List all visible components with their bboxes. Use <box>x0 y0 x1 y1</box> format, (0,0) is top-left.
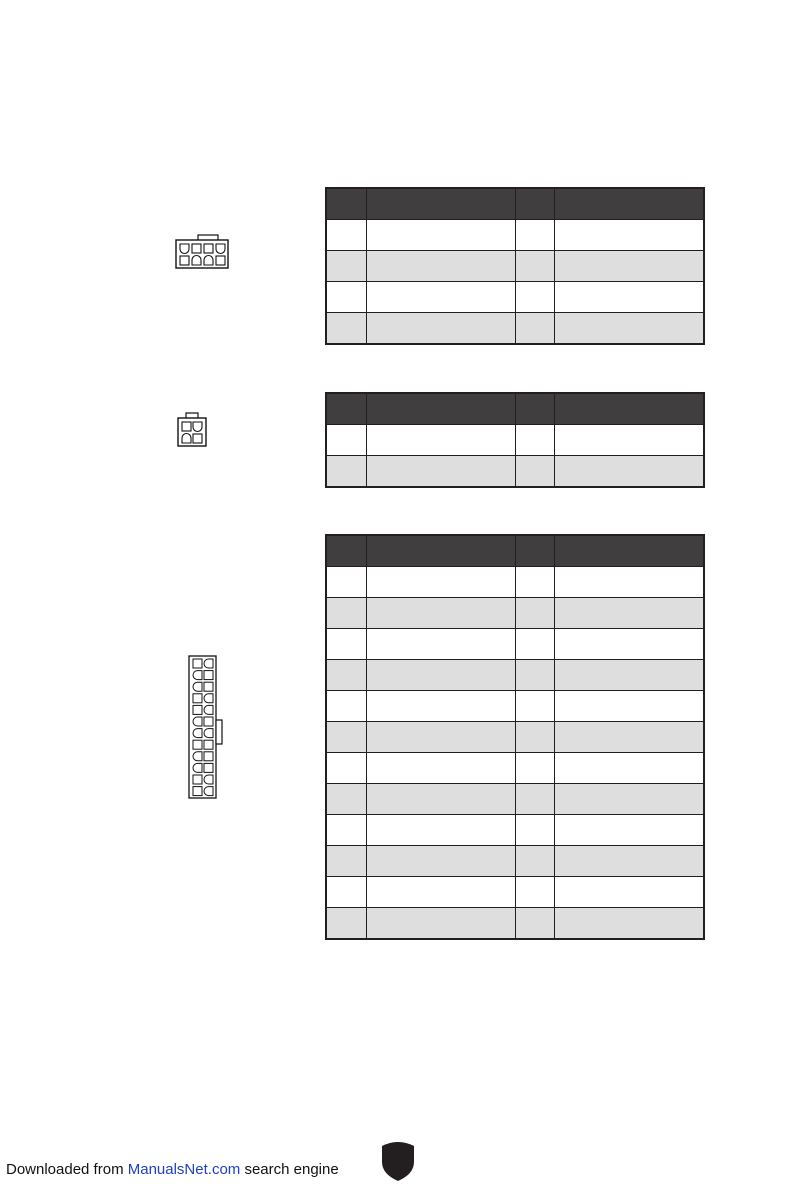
table-cell <box>366 282 516 313</box>
table-cell <box>366 722 516 753</box>
table-cell <box>554 908 704 940</box>
table-header-cell <box>326 535 366 567</box>
table-row <box>326 598 704 629</box>
table-header-cell <box>516 393 554 425</box>
table-header-cell <box>366 535 516 567</box>
table-cell <box>326 722 366 753</box>
pin-table-4pin <box>325 392 705 488</box>
table-row <box>326 220 704 251</box>
table-cell <box>516 251 554 282</box>
table-cell <box>326 220 366 251</box>
table-cell <box>326 815 366 846</box>
table-row <box>326 784 704 815</box>
table-cell <box>554 753 704 784</box>
table-row <box>326 877 704 908</box>
table-cell <box>554 722 704 753</box>
table-header-cell <box>516 188 554 220</box>
table-cell <box>516 456 554 488</box>
table-cell <box>326 753 366 784</box>
table-cell <box>516 598 554 629</box>
table-row <box>326 282 704 313</box>
table-cell <box>516 567 554 598</box>
table-cell <box>366 815 516 846</box>
table-header-cell <box>326 393 366 425</box>
table-cell <box>326 313 366 345</box>
table-cell <box>554 598 704 629</box>
table-row <box>326 629 704 660</box>
table-cell <box>366 846 516 877</box>
pin-table-24pin <box>325 534 705 940</box>
table-header-cell <box>366 188 516 220</box>
table-cell <box>326 784 366 815</box>
table-row <box>326 815 704 846</box>
table-cell <box>516 629 554 660</box>
table-cell <box>516 722 554 753</box>
footer-download-note <box>6 1161 339 1178</box>
table-cell <box>516 877 554 908</box>
8-pin-connector-icon <box>175 234 229 270</box>
table-cell <box>366 784 516 815</box>
table-cell <box>366 598 516 629</box>
table-header-row <box>326 535 704 567</box>
table-row <box>326 691 704 722</box>
table-cell <box>554 877 704 908</box>
table-cell <box>516 691 554 722</box>
table-cell <box>366 220 516 251</box>
table-row <box>326 660 704 691</box>
footer-site-link[interactable]: ManualsNet.com <box>127 1161 241 1178</box>
table-header-row <box>326 188 704 220</box>
table-cell <box>366 660 516 691</box>
table-cell <box>554 282 704 313</box>
table-cell <box>366 456 516 488</box>
table-cell <box>326 456 366 488</box>
table-row <box>326 722 704 753</box>
table-row <box>326 251 704 282</box>
table-row <box>326 313 704 345</box>
table-cell <box>516 425 554 456</box>
table-cell <box>326 846 366 877</box>
table-cell <box>326 282 366 313</box>
table-cell <box>326 908 366 940</box>
table-cell <box>554 846 704 877</box>
table-header-cell <box>554 535 704 567</box>
table-cell <box>326 567 366 598</box>
table-cell <box>516 784 554 815</box>
24-pin-connector-icon <box>188 655 224 800</box>
table-cell <box>366 691 516 722</box>
table-cell <box>554 425 704 456</box>
table-cell <box>554 815 704 846</box>
table-cell <box>326 425 366 456</box>
table-cell <box>554 660 704 691</box>
table-cell <box>366 877 516 908</box>
table-cell <box>366 629 516 660</box>
table-cell <box>516 282 554 313</box>
table-row <box>326 753 704 784</box>
table-header-row <box>326 393 704 425</box>
table-header-cell <box>554 393 704 425</box>
table-row <box>326 425 704 456</box>
table-cell <box>516 660 554 691</box>
table-cell <box>554 691 704 722</box>
table-cell <box>554 784 704 815</box>
footer-prefix: Downloaded from <box>6 1161 128 1178</box>
table-cell <box>554 251 704 282</box>
table-header-cell <box>326 188 366 220</box>
table-row <box>326 567 704 598</box>
table-header-cell <box>554 188 704 220</box>
table-cell <box>516 313 554 345</box>
4-pin-connector-icon <box>177 412 207 448</box>
table-cell <box>366 313 516 345</box>
table-cell <box>516 815 554 846</box>
shield-logo-icon <box>380 1140 416 1182</box>
table-cell <box>326 877 366 908</box>
table-cell <box>516 753 554 784</box>
table-cell <box>366 908 516 940</box>
table-cell <box>326 629 366 660</box>
table-cell <box>554 567 704 598</box>
table-cell <box>554 313 704 345</box>
table-cell <box>554 629 704 660</box>
table-row <box>326 908 704 940</box>
table-row <box>326 456 704 488</box>
table-cell <box>366 753 516 784</box>
table-header-cell <box>366 393 516 425</box>
table-cell <box>326 251 366 282</box>
pin-table-8pin <box>325 187 705 345</box>
table-cell <box>554 456 704 488</box>
table-cell <box>516 846 554 877</box>
table-header-cell <box>516 535 554 567</box>
table-cell <box>554 220 704 251</box>
table-cell <box>366 567 516 598</box>
table-row <box>326 846 704 877</box>
table-cell <box>326 660 366 691</box>
table-cell <box>366 251 516 282</box>
table-cell <box>326 691 366 722</box>
footer-suffix: search engine <box>240 1161 339 1178</box>
table-cell <box>516 220 554 251</box>
table-cell <box>326 598 366 629</box>
table-cell <box>366 425 516 456</box>
table-cell <box>516 908 554 940</box>
